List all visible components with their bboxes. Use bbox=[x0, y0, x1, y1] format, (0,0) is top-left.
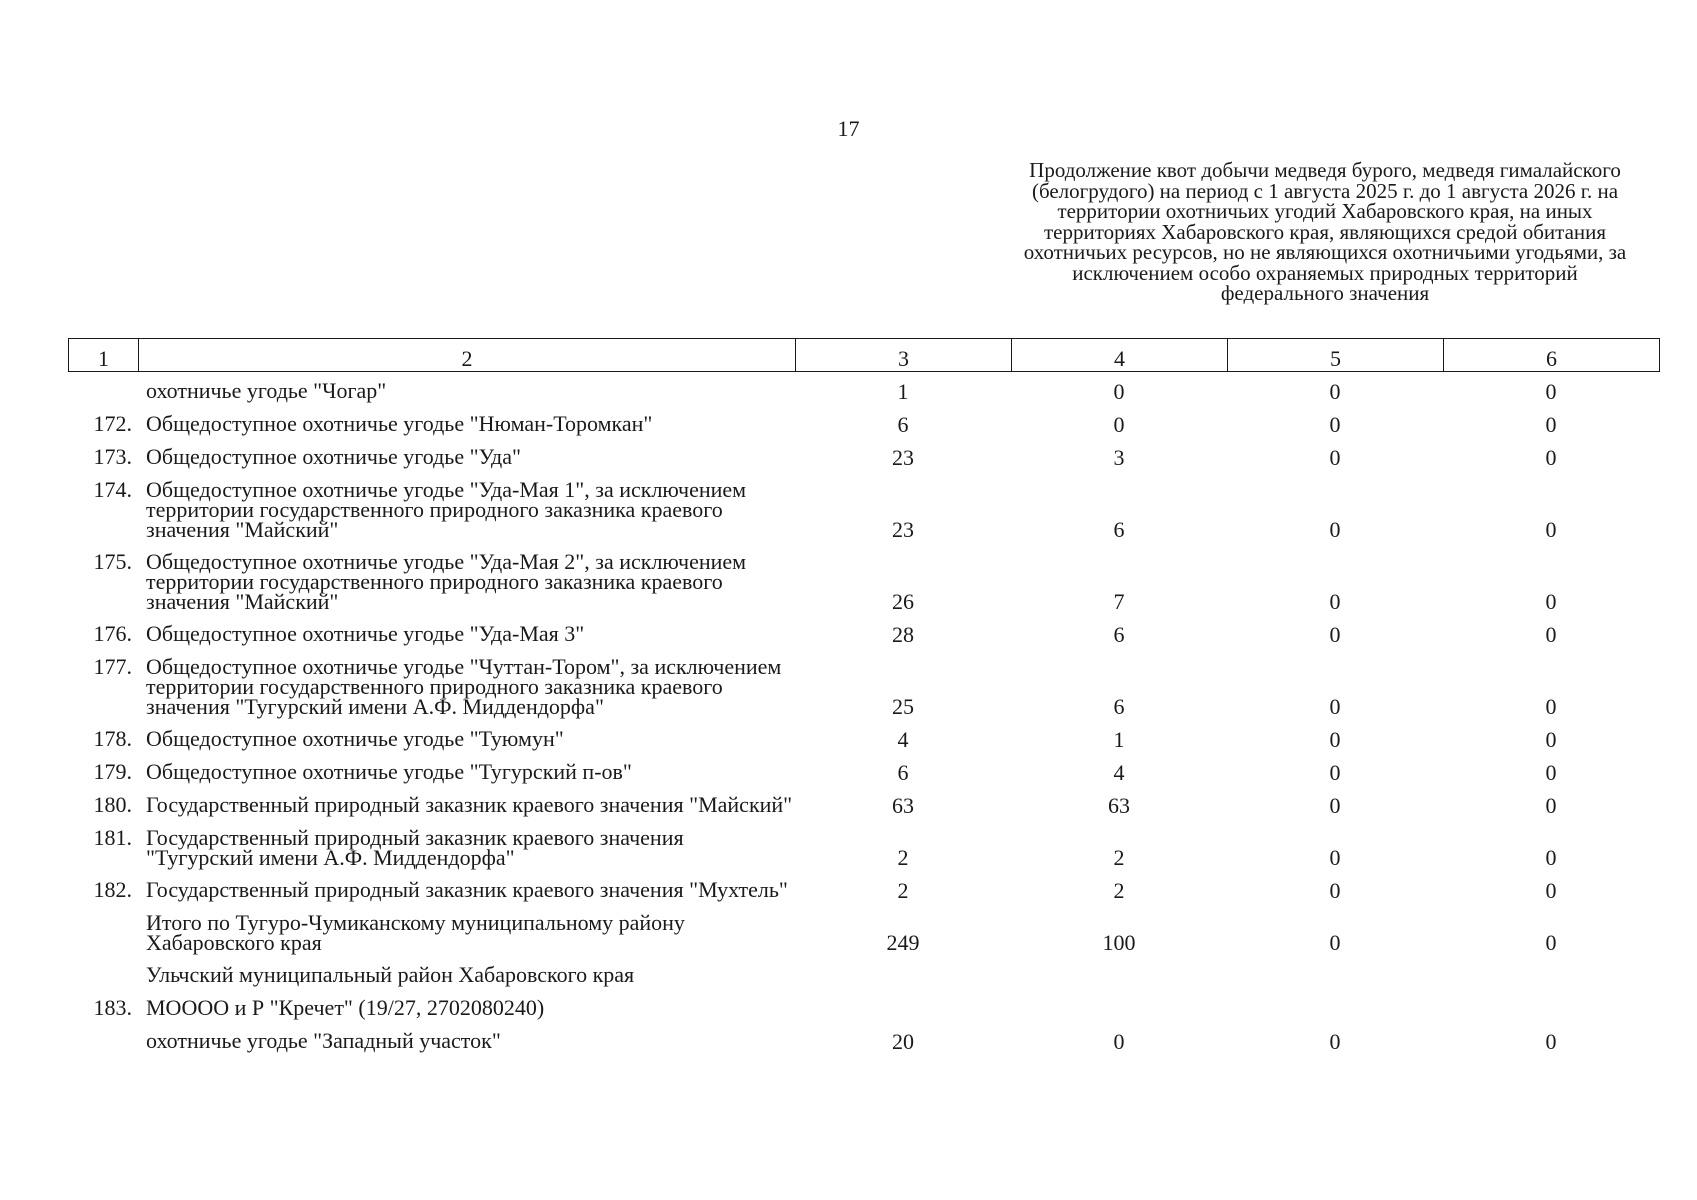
row-name: Итого по Тугуро-Чумиканскому муниципальному району Хабаровского края bbox=[146, 910, 685, 955]
cell-col3: 1 bbox=[897, 379, 909, 404]
row-number: 179. bbox=[93, 759, 132, 784]
cell-col4: 7 bbox=[1113, 589, 1125, 614]
column-header: 4 bbox=[1012, 339, 1228, 372]
cell-col4: 100 bbox=[1102, 930, 1136, 955]
cell-col3: 25 bbox=[892, 694, 914, 719]
cell-col3: 20 bbox=[892, 1029, 914, 1054]
cell-col4: 4 bbox=[1113, 760, 1125, 785]
cell-col4: 6 bbox=[1113, 622, 1125, 647]
cell-col3 bbox=[795, 955, 1011, 988]
cell-col6 bbox=[1443, 988, 1659, 1021]
page-number: 17 bbox=[837, 116, 860, 141]
table-row bbox=[68, 542, 1659, 614]
row-name: охотничье угодье "Западный участок" bbox=[146, 1028, 501, 1053]
row-name: Государственный природный заказник краевого значения "Майский" bbox=[146, 792, 793, 817]
cell-col6: 0 bbox=[1545, 878, 1557, 903]
cell-col4: 6 bbox=[1113, 517, 1125, 542]
cell-col6: 0 bbox=[1545, 445, 1557, 470]
cell-col5: 0 bbox=[1329, 760, 1341, 785]
cell-col3: 23 bbox=[892, 517, 914, 542]
row-name: Общедоступное охотничье угодье "Чуттан-Тором", за исключением территории государственного природного заказника краевого значения "Тугурский имени А.Ф. Миддендорфа" bbox=[146, 654, 782, 719]
row-name: Общедоступное охотничье угодье "Уда-Мая 3" bbox=[146, 621, 585, 646]
cell-col6: 0 bbox=[1545, 793, 1557, 818]
cell-col5: 0 bbox=[1329, 930, 1341, 955]
table-row bbox=[68, 1021, 1659, 1054]
table-caption: Продолжение квот добычи медведя бурого, медведя гималайского (белогрудого) на период с 1 августа 2025 г. до 1 августа 2026 г. на территории охотничьих угодий Хабаровского края, на иных территориях Хабаровского края, являющихся средой обитания охотничьих ресурсов, но не являющихся охотничьими угодьями, за исключением особо охраняемых природных территорий федерального значения bbox=[1023, 158, 1627, 305]
column-header: 5 bbox=[1228, 339, 1444, 372]
table-row bbox=[68, 404, 1659, 437]
cell-col6: 0 bbox=[1545, 589, 1557, 614]
cell-col5: 0 bbox=[1329, 793, 1341, 818]
column-header: 2 bbox=[139, 339, 796, 372]
cell-col6: 0 bbox=[1545, 1029, 1557, 1054]
cell-col4: 0 bbox=[1113, 379, 1125, 404]
cell-col3: 23 bbox=[892, 445, 914, 470]
cell-col6: 0 bbox=[1545, 845, 1557, 870]
row-number: 172. bbox=[93, 411, 132, 436]
cell-col4 bbox=[1011, 955, 1227, 988]
column-header: 3 bbox=[796, 339, 1012, 372]
row-number bbox=[68, 1021, 138, 1054]
cell-col6: 0 bbox=[1545, 379, 1557, 404]
cell-col3: 26 bbox=[892, 589, 914, 614]
cell-col3: 6 bbox=[897, 412, 909, 437]
row-name: Ульчский муниципальный район Хабаровского края bbox=[146, 962, 635, 987]
cell-col4: 0 bbox=[1113, 1029, 1125, 1054]
column-header: 1 bbox=[69, 339, 139, 372]
table-row bbox=[68, 719, 1659, 752]
cell-col4: 0 bbox=[1113, 412, 1125, 437]
cell-col4: 63 bbox=[1108, 793, 1130, 818]
cell-col4: 2 bbox=[1113, 845, 1125, 870]
row-name: Общедоступное охотничье угодье "Уда-Мая 2", за исключением территории государственного природного заказника краевого значения "Майский" bbox=[146, 549, 747, 614]
cell-col3: 63 bbox=[892, 793, 914, 818]
cell-col6: 0 bbox=[1545, 694, 1557, 719]
row-name: охотничье угодье "Чогар" bbox=[146, 378, 387, 403]
row-number bbox=[68, 955, 138, 988]
cell-col5 bbox=[1227, 955, 1443, 988]
quota-table bbox=[68, 371, 1659, 1054]
table-row bbox=[68, 903, 1659, 955]
row-number: 178. bbox=[93, 726, 132, 751]
cell-col4: 2 bbox=[1113, 878, 1125, 903]
cell-col5: 0 bbox=[1329, 589, 1341, 614]
row-name: МОООО и Р "Кречет" (19/27, 2702080240) bbox=[146, 995, 545, 1020]
cell-col5: 0 bbox=[1329, 622, 1341, 647]
cell-col5: 0 bbox=[1329, 445, 1341, 470]
table-row bbox=[68, 647, 1659, 719]
cell-col6: 0 bbox=[1545, 930, 1557, 955]
cell-col3: 28 bbox=[892, 622, 914, 647]
row-number: 180. bbox=[93, 792, 132, 817]
cell-col6: 0 bbox=[1545, 760, 1557, 785]
table-row bbox=[68, 614, 1659, 647]
row-number: 183. bbox=[93, 995, 132, 1020]
cell-col6: 0 bbox=[1545, 412, 1557, 437]
row-number: 176. bbox=[93, 621, 132, 646]
row-number: 173. bbox=[93, 444, 132, 469]
cell-col6: 0 bbox=[1545, 727, 1557, 752]
table-row bbox=[68, 818, 1659, 870]
column-number-header bbox=[68, 338, 1660, 372]
cell-col3: 249 bbox=[886, 930, 920, 955]
table-row bbox=[68, 470, 1659, 542]
cell-col3 bbox=[795, 988, 1011, 1021]
cell-col5: 0 bbox=[1329, 878, 1341, 903]
cell-col6: 0 bbox=[1545, 517, 1557, 542]
cell-col5: 0 bbox=[1329, 694, 1341, 719]
table-row bbox=[68, 437, 1659, 470]
cell-col5: 0 bbox=[1329, 379, 1341, 404]
cell-col3: 2 bbox=[897, 845, 909, 870]
cell-col6: 0 bbox=[1545, 622, 1557, 647]
row-name: Общедоступное охотничье угодье "Тугурский п-ов" bbox=[146, 759, 632, 784]
row-number: 182. bbox=[93, 877, 132, 902]
row-name: Общедоступное охотничье угодье "Нюман-Торомкан" bbox=[146, 411, 653, 436]
cell-col4 bbox=[1011, 988, 1227, 1021]
table-row bbox=[68, 752, 1659, 785]
cell-col4: 1 bbox=[1113, 727, 1125, 752]
row-number bbox=[68, 903, 138, 955]
row-number bbox=[68, 371, 138, 404]
quota-table-body bbox=[68, 371, 1659, 1054]
row-number: 181. bbox=[93, 825, 132, 850]
table-row bbox=[68, 870, 1659, 903]
row-name: Государственный природный заказник краевого значения "Мухтель" bbox=[146, 877, 788, 902]
table-row bbox=[68, 371, 1659, 404]
cell-col3: 4 bbox=[897, 727, 909, 752]
cell-col4: 3 bbox=[1113, 445, 1125, 470]
row-name: Общедоступное охотничье угодье "Уда" bbox=[146, 444, 521, 469]
table-row bbox=[68, 955, 1659, 988]
row-name: Государственный природный заказник краевого значения "Тугурский имени А.Ф. Миддендорфа" bbox=[146, 825, 684, 870]
cell-col5 bbox=[1227, 988, 1443, 1021]
table-row bbox=[68, 785, 1659, 818]
row-number: 174. bbox=[93, 477, 132, 502]
column-header: 6 bbox=[1444, 339, 1660, 372]
cell-col4: 6 bbox=[1113, 694, 1125, 719]
table-row bbox=[68, 988, 1659, 1021]
cell-col3: 6 bbox=[897, 760, 909, 785]
cell-col5: 0 bbox=[1329, 1029, 1341, 1054]
row-name: Общедоступное охотничье угодье "Уда-Мая 1", за исключением территории государственного природного заказника краевого значения "Майский" bbox=[146, 477, 747, 542]
row-number: 177. bbox=[93, 654, 132, 679]
cell-col5: 0 bbox=[1329, 517, 1341, 542]
cell-col3: 2 bbox=[897, 878, 909, 903]
row-number: 175. bbox=[93, 549, 132, 574]
cell-col6 bbox=[1443, 955, 1659, 988]
header-row bbox=[69, 339, 1660, 372]
cell-col5: 0 bbox=[1329, 845, 1341, 870]
cell-col5: 0 bbox=[1329, 412, 1341, 437]
row-name: Общедоступное охотничье угодье "Туюмун" bbox=[146, 726, 564, 751]
cell-col5: 0 bbox=[1329, 727, 1341, 752]
